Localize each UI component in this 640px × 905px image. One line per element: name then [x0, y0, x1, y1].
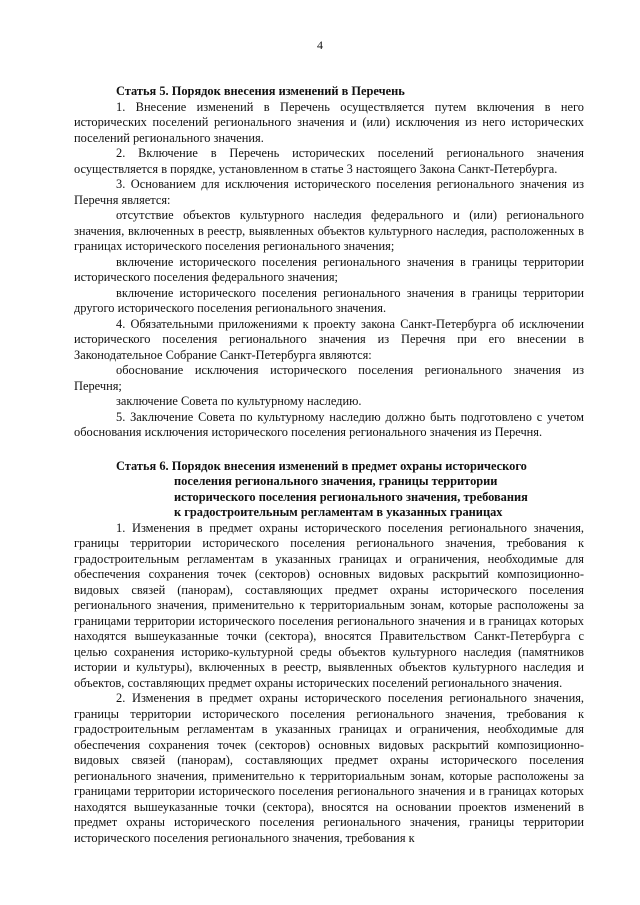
article-5-paragraph: включение исторического поселения регионального значения в границы территории исторического поселения федерального значения; [74, 254, 584, 284]
article-6-heading-line: исторического поселения регионального значения, требования [174, 489, 528, 504]
article-5-paragraph: 4. Обязательными приложениями к проекту закона Санкт-Петербурга об исключении исторического поселения регионального значения из Перечня при его внесении в Законодательное Собрание Санкт-Петербурга являются: [74, 316, 584, 362]
document-body [74, 84, 584, 846]
article-5-paragraph: 1. Внесение изменений в Перечень осуществляется путем включения в него исторических поселений регионального значения и (или) исключения из него исторических поселений регионального значения. [74, 99, 584, 145]
article-5-heading: Статья 5. Порядок внесения изменений в Перечень [116, 84, 405, 98]
article-5-paragraph: 3. Основанием для исключения исторического поселения регионального значения из Перечня является: [74, 177, 584, 207]
article-5-paragraph: отсутствие объектов культурного наследия федерального и (или) регионального значения, включенных в реестр, выявленных объектов культурного наследия, расположенных в границах исторического поселения регионального значения; [74, 208, 584, 253]
article-6-heading-line: Статья 6. Порядок внесения изменений в предмет охраны исторического [116, 458, 527, 473]
article-6-heading-line: поселения регионального значения, границы территории [174, 474, 498, 488]
article-5-paragraph: 2. Включение в Перечень исторических поселений регионального значения осуществляется в порядке, установленном в статье 3 настоящего Закона Санкт-Петербурга. [74, 146, 584, 176]
article-5-paragraph: заключение Совета по культурному наследию. [116, 394, 362, 408]
section-spacer [74, 441, 584, 459]
article-6-paragraph: 2. Изменения в предмет охраны исторического поселения регионального значения, границы территории исторического поселения регионального значения, требования к градостроительным регламентам в указанных границах и ограничения, необходимые для обеспечения сохранения точек (секторов) основных видовых раскрытий композиционно-видовых связей (панорам), составляющих предмет охраны исторического поселения регионального значения, применительно к территориальным зонам, которые расположены за границами территории исторического поселения регионального значения и в границах которых находятся вышеуказанные точки (сектора), вносятся на основании проектов изменений в предмет охраны исторического поселения регионального значения, границы территории исторического поселения регионального значения, требования к [74, 691, 584, 845]
page-number: 4 [317, 38, 323, 52]
article-5-paragraph: включение исторического поселения регионального значения в границы территории другого исторического поселения регионального значения. [74, 285, 584, 315]
article-6-paragraph: 1. Изменения в предмет охраны исторического поселения регионального значения, границы территории исторического поселения регионального значения, требования к градостроительным регламентам в указанных границах и ограничения, необходимые для обеспечения сохранения точек (секторов) основных видовых раскрытий композиционно-видовых связей (панорам), составляющих предмет охраны исторического поселения регионального значения, применительно к территориальным зонам, которые расположены за границами территории исторического поселения регионального значения и в границах которых находятся вышеуказанные точки (сектора), вносятся Правительством Санкт-Петербурга с целью сохранения историко-культурной среды объектов культурного наследия (памятников истории и культуры), включенных в реестр, выявленных объектов культурного наследия и объектов, составляющих предмет охраны исторических поселений регионального значения. [74, 520, 584, 690]
article-6-heading [116, 459, 584, 521]
article-6-heading-line: к градостроительным регламентам в указанных границах [174, 505, 503, 519]
article-5-paragraph: обоснование исключения исторического поселения регионального значения из Перечня; [74, 363, 584, 393]
article-5-paragraph: 5. Заключение Совета по культурному наследию должно быть подготовлено с учетом обоснования исключения исторического поселения регионального значения из Перечня. [74, 409, 584, 439]
